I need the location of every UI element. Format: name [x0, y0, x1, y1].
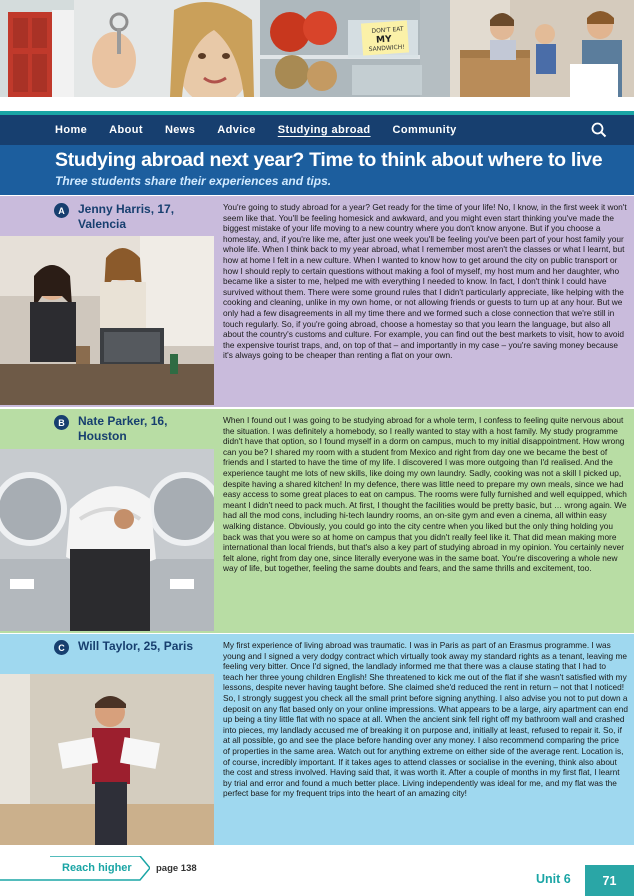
testimonial-text: My first experience of living abroad was traumatic. I was in Paris as part of an Erasmus programme. I was young and I signed a very dodgy contract which virtually took away my standard rights as a tenant, leaving me feeling very bitter. Once I'd signed, the landlady informed me that there was a clause stating that I had to teach her three young children English! She threatened to kick me out of the flat if she wasn't satisfied with my lessons, despite never having taught before. She claimed she'd reduced the rent in return – not that I noticed! So, I strongly suggest you check all the small print before signing anything. I also advise you not to put down a deposit on any flat based only on your online impressions. What appears to be a large, airy apartment can end up being a tiny little flat with no space at all. When the ancient sink fell right off my bathroom wall and crashed into pieces, my landlady accused me of breaking it on purpose and, initially at least, refused to repair it. So, if at all possible, go and see the place before handing over any money. I also recommend comparing the price of properties in the same area. Watch out for anything extreme on either side of the average rent. Location is, of course, incredibly important. If it takes ages to attend classes or socialise in the evening, think also about the cost and stress involved. Having said that, it was worth it. After a couple of months in my first flat, I learnt by trial and error and found a much better place. Living independently was ideal for me, and my flat was the perfect base for my frequent trips into the heart of an amazing city! — [223, 640, 628, 799]
section-b — [0, 409, 634, 633]
section-a — [0, 196, 634, 407]
search-icon[interactable] — [591, 122, 607, 138]
title-band — [0, 145, 634, 195]
fridge-photo — [260, 0, 450, 97]
testimonial-text: When I found out I was going to be studying abroad for a whole term, I confess to feeling quite nervous about the situation. I was definitely a homebody, so I really wanted to stay with a host family. My study programme didn't have that option, so I found myself in a dorm on campus, much to my initial disappointment. How wrong can you be? I shared my room with a student from Mexico and right from day one we became the best of friends and I started to have the time of my life. I discovered I was more outgoing than I'd realised. And the experience taught me lots of new skills, like doing my own laundry. Sadly, cooking was not a skill I picked up, despite having a shared kitchen! In my defence, there was little need to prepare my own meals, since we had easy access to some great places to eat on campus. The rooms were fully furnished and well equipped, which meant I didn't need to pack much. At first, I thought the facilities would be pretty basic, but … wrong again. We had all the mod cons, including hi-tech laundry rooms, an on-site gym and even a cinema, all within easy walking distance. Obviously, you could go into the city centre when you liked but the only thing holding you back was that you were so at home on campus that you didn't really feel like it. That did mean making more international than local friends, but that's also a key part of studying abroad in my opinion. You certainly never felt alone, right from day one, since literally everyone was in the same boat. You're discovering a whole new way of life, but together, feeling the same doubts and fears, and the same thrills and excitement, too. — [223, 415, 627, 574]
svg-text:DON'T EAT: DON'T EAT — [371, 25, 404, 35]
reach-higher-link[interactable]: Reach higher — [62, 862, 132, 874]
page-subtitle: Three students share their experiences and tips. — [55, 174, 332, 188]
will-photo — [0, 674, 214, 845]
page-reference: page 138 — [156, 863, 197, 874]
nav-bar — [0, 115, 634, 145]
testimonial-text: You're going to study abroad for a year? Get ready for the time of your life! No, I know, in the first week it won't seem like that. You'll be feeling homesick and awkward, and you might even start thinking you've made the biggest mistake of your life moving to a new country where you don't know anyone. But if you choose a homestay, and, if you're like me, after just one week you'll be feeling you've been part of your host family your whole life. When I think back to my year abroad, what I remember most aren't the classes or what I learnt, but how at home I felt in a new culture. When I wanted to know how to get around the city on public transport or how I should reply to certain questions without making a fool of myself, my host mum and her daughter, who became like a sister to me, helped me with everything I needed to know. In fact, I don't think I could have survived without them. There were some ground rules that I didn't particularly appreciate, like helping with the cooking and cleaning, unlike in my own home, or not allowing friends or guests to turn up at any hour. But we only had a few disagreements in all my time there and we formed such a close connection that we're still in touch regularly. So, if you're going abroad, choose a homestay so that you learn the language, but also all about the country's customs and culture. For example, you can find out the best markets to visit, how to avoid the expensive tourist traps, and, on top of that – and importantly in my case – you're saving money because it's always going to be cheaper than renting a flat on your own. — [223, 202, 627, 361]
section-letter-badge: C — [54, 640, 69, 655]
nav-about[interactable]: About — [109, 124, 143, 136]
student-name: Jenny Harris, 17, Valencia — [78, 202, 175, 231]
keys-photo — [74, 0, 260, 97]
nav-studying-abroad[interactable]: Studying abroad — [277, 124, 371, 136]
svg-text:SANDWICH!: SANDWICH! — [368, 43, 405, 54]
section-letter-badge: B — [54, 415, 69, 430]
footer — [0, 846, 634, 896]
photo-strip — [0, 0, 634, 97]
nav-home[interactable]: Home — [55, 124, 88, 136]
page-title: Studying abroad next year? Time to think about where to live — [55, 149, 603, 171]
student-name: Will Taylor, 25, Paris — [78, 639, 194, 653]
svg-text:MY: MY — [375, 34, 392, 46]
unit-label: Unit 6 — [536, 872, 571, 886]
nate-photo — [0, 449, 214, 631]
jenny-photo — [0, 236, 214, 405]
moving-boxes-photo — [450, 0, 634, 97]
nav-community[interactable]: Community — [392, 124, 457, 136]
section-c — [0, 634, 634, 845]
section-letter-badge: A — [54, 203, 69, 218]
student-name: Nate Parker, 16, Houston — [78, 414, 168, 443]
red-door-photo — [0, 0, 74, 97]
nav-advice[interactable]: Advice — [217, 124, 256, 136]
page-number: 71 — [585, 865, 634, 896]
nav-news[interactable]: News — [164, 124, 196, 136]
photo-divider — [0, 97, 634, 111]
